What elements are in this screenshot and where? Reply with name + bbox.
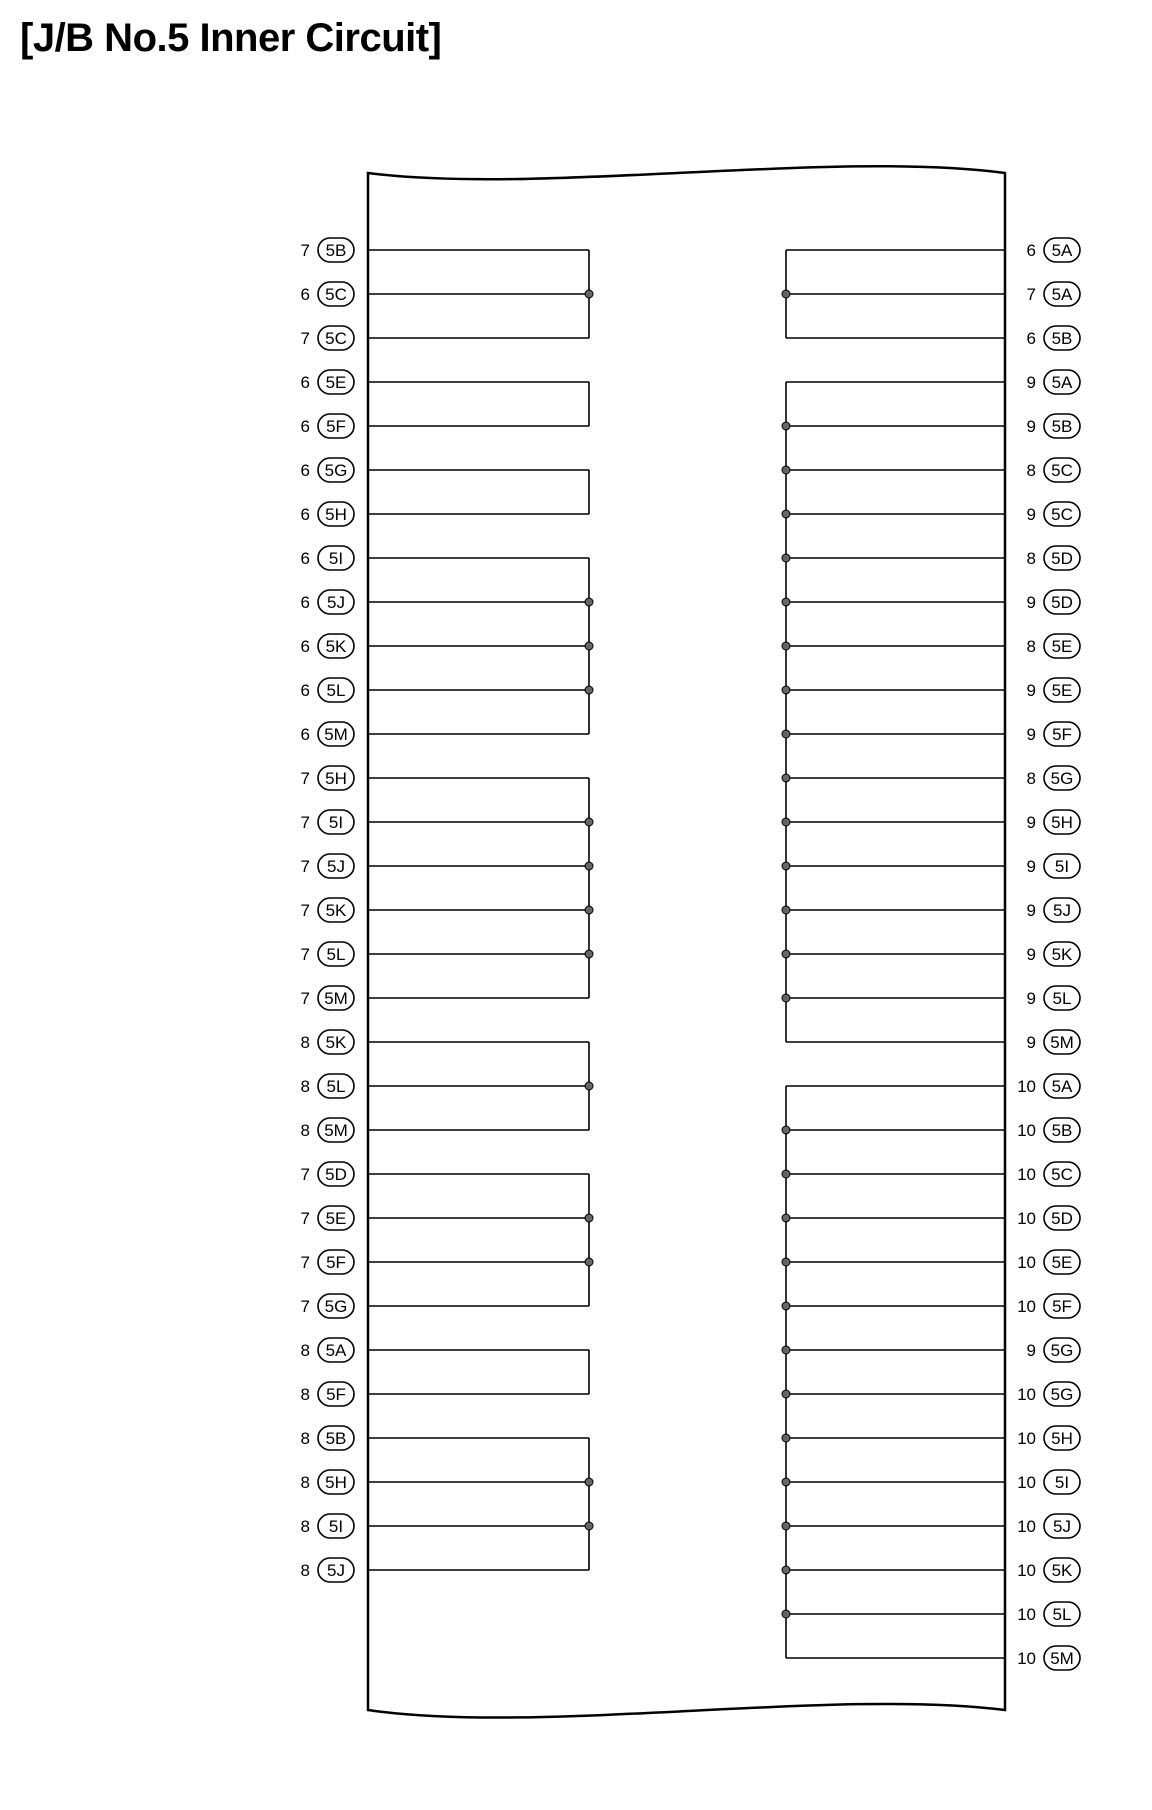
- pin-number: 9: [1026, 989, 1036, 1008]
- junction-dot: [585, 906, 593, 914]
- connector-label: 5L: [1052, 1605, 1072, 1624]
- pin-number: 10: [1017, 1561, 1036, 1580]
- junction-dot: [585, 598, 593, 606]
- left-pin: [301, 546, 354, 570]
- junction-dot: [782, 818, 790, 826]
- connector-label: 5H: [1051, 813, 1073, 832]
- pin-number: 6: [300, 373, 310, 392]
- junction-dot: [782, 466, 790, 474]
- junction-dot: [782, 1258, 790, 1266]
- connector-label: 5L: [1052, 989, 1072, 1008]
- junction-dot: [782, 686, 790, 694]
- pin-number: 8: [300, 1077, 310, 1096]
- junction-dot: [782, 1126, 790, 1134]
- left-pin: [301, 1030, 354, 1054]
- left-circuit-group: [368, 382, 589, 426]
- pin-number: 8: [300, 1429, 310, 1448]
- connector-label: 5D: [325, 1165, 347, 1184]
- right-pin: [1027, 1030, 1080, 1054]
- connector-label: 5I: [328, 549, 344, 568]
- connector-label: 5K: [325, 1033, 347, 1052]
- pin-number: 7: [300, 857, 310, 876]
- left-pin: [301, 1118, 354, 1142]
- pin-number: 9: [1026, 593, 1036, 612]
- pin-number: 7: [300, 1165, 310, 1184]
- left-pin: [301, 458, 354, 482]
- left-pin: [301, 1162, 354, 1186]
- pin-number: 6: [1026, 241, 1036, 260]
- pin-number: 10: [1017, 1429, 1036, 1448]
- right-pin: [1027, 458, 1080, 482]
- pin-number: 7: [300, 329, 310, 348]
- left-pin-column: [301, 238, 593, 1582]
- connector-label: 5I: [328, 813, 344, 832]
- right-pin: [1027, 590, 1080, 614]
- connector-label: 5H: [325, 1473, 347, 1492]
- connector-label: 5E: [1051, 681, 1073, 700]
- pin-number: 10: [1017, 1473, 1036, 1492]
- left-pin: [301, 854, 354, 878]
- right-pin: [1027, 986, 1080, 1010]
- right-pin: [1027, 898, 1080, 922]
- connector-label: 5C: [1051, 461, 1073, 480]
- pin-number: 7: [300, 945, 310, 964]
- pin-number: 6: [300, 417, 310, 436]
- pin-number: 9: [1026, 373, 1036, 392]
- left-pin: [301, 1426, 354, 1450]
- right-pin: [1027, 678, 1080, 702]
- left-pin: [301, 898, 354, 922]
- connector-label: 5K: [1051, 1561, 1073, 1580]
- left-pin: [301, 238, 354, 262]
- right-pin: [1017, 1074, 1080, 1098]
- left-pin: [301, 1514, 354, 1538]
- pin-number: 6: [300, 505, 310, 524]
- pin-number: 10: [1017, 1517, 1036, 1536]
- junction-dot: [782, 510, 790, 518]
- connector-label: 5G: [1050, 769, 1074, 788]
- pin-number: 6: [300, 637, 310, 656]
- pin-number: 8: [300, 1341, 310, 1360]
- pin-number: 6: [300, 725, 310, 744]
- pin-number: 9: [1026, 725, 1036, 744]
- junction-dot: [585, 1478, 593, 1486]
- connector-label: 5D: [1051, 1209, 1073, 1228]
- junction-dot: [585, 950, 593, 958]
- junction-dot: [585, 818, 593, 826]
- pin-number: 8: [1026, 461, 1036, 480]
- pin-number: 8: [300, 1517, 310, 1536]
- connector-label: 5E: [1051, 637, 1073, 656]
- junction-dot: [782, 906, 790, 914]
- junction-block-outline: [368, 166, 1005, 1717]
- junction-dot: [782, 1214, 790, 1222]
- pin-number: 9: [1026, 1033, 1036, 1052]
- pin-number: 10: [1017, 1649, 1036, 1668]
- junction-dot: [782, 774, 790, 782]
- connector-label: 5M: [1050, 1033, 1074, 1052]
- left-pin: [301, 326, 354, 350]
- left-pin: [301, 1338, 354, 1362]
- connector-label: 5C: [325, 285, 347, 304]
- connector-label: 5B: [1051, 329, 1073, 348]
- pin-number: 8: [300, 1473, 310, 1492]
- left-pin: [301, 810, 354, 834]
- left-circuit-group: [368, 1350, 589, 1394]
- connector-label: 5M: [324, 1121, 348, 1140]
- pin-number: 6: [300, 549, 310, 568]
- pin-number: 7: [300, 769, 310, 788]
- connector-label: 5K: [325, 901, 347, 920]
- right-pin: [1027, 854, 1080, 878]
- junction-dot: [782, 1346, 790, 1354]
- junction-dot: [585, 290, 593, 298]
- junction-dot: [782, 422, 790, 430]
- pin-number: 7: [300, 901, 310, 920]
- connector-label: 5M: [324, 989, 348, 1008]
- connector-label: 5C: [1051, 505, 1073, 524]
- junction-dot: [782, 1566, 790, 1574]
- connector-label: 5H: [325, 769, 347, 788]
- connector-label: 5I: [328, 1517, 344, 1536]
- left-circuit-group: [368, 1042, 593, 1130]
- pin-number: 6: [300, 285, 310, 304]
- pin-number: 8: [300, 1385, 310, 1404]
- pin-number: 7: [1026, 285, 1036, 304]
- connector-label: 5A: [1051, 241, 1073, 260]
- right-pin: [1017, 1602, 1080, 1626]
- left-pin: [301, 766, 354, 790]
- pin-number: 8: [300, 1033, 310, 1052]
- connector-label: 5H: [1051, 1429, 1073, 1448]
- pin-number: 7: [300, 813, 310, 832]
- connector-label: 5E: [325, 1209, 347, 1228]
- left-pin: [301, 370, 354, 394]
- pin-number: 9: [1026, 505, 1036, 524]
- pin-number: 10: [1017, 1385, 1036, 1404]
- connector-label: 5M: [1050, 1649, 1074, 1668]
- right-pin: [1017, 1514, 1080, 1538]
- right-pin-column: [782, 238, 1080, 1670]
- connector-label: 5B: [325, 1429, 347, 1448]
- pin-number: 6: [300, 681, 310, 700]
- junction-dot: [585, 642, 593, 650]
- pin-number: 7: [300, 989, 310, 1008]
- connector-label: 5I: [1054, 1473, 1070, 1492]
- right-pin: [1027, 810, 1080, 834]
- junction-dot: [585, 1258, 593, 1266]
- left-pin: [301, 986, 354, 1010]
- connector-label: 5J: [327, 593, 345, 612]
- connector-label: 5M: [324, 725, 348, 744]
- left-circuit-group: [368, 558, 593, 734]
- pin-number: 10: [1017, 1209, 1036, 1228]
- pin-number: 7: [300, 1209, 310, 1228]
- connector-label: 5G: [324, 461, 348, 480]
- junction-dot: [782, 1390, 790, 1398]
- right-pin: [1017, 1118, 1080, 1142]
- junction-dot: [782, 1522, 790, 1530]
- pin-number: 9: [1026, 945, 1036, 964]
- left-pin: [301, 1206, 354, 1230]
- connector-label: 5E: [325, 373, 347, 392]
- left-pin: [301, 414, 354, 438]
- pin-number: 9: [1026, 681, 1036, 700]
- pin-number: 7: [300, 1253, 310, 1272]
- left-circuit-group: [368, 1438, 593, 1570]
- pin-number: 9: [1026, 901, 1036, 920]
- left-circuit-group: [368, 470, 589, 514]
- left-pin: [301, 942, 354, 966]
- right-pin: [1017, 1250, 1080, 1274]
- pin-number: 10: [1017, 1165, 1036, 1184]
- junction-dot: [782, 994, 790, 1002]
- right-pin: [1027, 766, 1080, 790]
- right-pin: [1027, 326, 1080, 350]
- left-pin: [301, 1382, 354, 1406]
- connector-label: 5H: [325, 505, 347, 524]
- left-pin: [301, 1558, 354, 1582]
- pin-number: 10: [1017, 1121, 1036, 1140]
- connector-label: 5F: [326, 417, 346, 436]
- connector-label: 5C: [325, 329, 347, 348]
- connector-label: 5I: [1054, 857, 1070, 876]
- right-pin: [1027, 502, 1080, 526]
- pin-number: 6: [1026, 329, 1036, 348]
- left-pin: [301, 1294, 354, 1318]
- right-pin: [1017, 1382, 1080, 1406]
- connector-label: 5K: [325, 637, 347, 656]
- connector-label: 5J: [327, 857, 345, 876]
- junction-dot: [782, 1302, 790, 1310]
- pin-number: 7: [300, 241, 310, 260]
- connector-label: 5B: [1051, 1121, 1073, 1140]
- connector-label: 5C: [1051, 1165, 1073, 1184]
- pin-number: 10: [1017, 1605, 1036, 1624]
- connector-label: 5L: [326, 945, 346, 964]
- right-pin: [1017, 1646, 1080, 1670]
- connector-label: 5J: [1053, 901, 1071, 920]
- connector-label: 5J: [327, 1561, 345, 1580]
- left-pin: [301, 722, 354, 746]
- left-circuit-group: [368, 1174, 593, 1306]
- junction-dot: [782, 730, 790, 738]
- right-circuit-group: [782, 382, 1005, 1042]
- connector-label: 5D: [1051, 593, 1073, 612]
- pin-number: 9: [1026, 417, 1036, 436]
- pin-number: 9: [1026, 1341, 1036, 1360]
- connector-label: 5F: [1052, 1297, 1072, 1316]
- left-pin: [301, 590, 354, 614]
- junction-dot: [782, 642, 790, 650]
- right-pin: [1027, 414, 1080, 438]
- pin-number: 10: [1017, 1297, 1036, 1316]
- connector-label: 5L: [326, 681, 346, 700]
- junction-dot: [782, 290, 790, 298]
- connector-label: 5E: [1051, 1253, 1073, 1272]
- left-pin: [301, 1074, 354, 1098]
- connector-label: 5F: [326, 1253, 346, 1272]
- page-title: [J/B No.5 Inner Circuit]: [20, 16, 442, 60]
- pin-number: 10: [1017, 1077, 1036, 1096]
- pin-number: 10: [1017, 1253, 1036, 1272]
- junction-dot: [782, 1170, 790, 1178]
- connector-label: 5A: [1051, 1077, 1073, 1096]
- left-pin: [301, 1250, 354, 1274]
- connector-label: 5F: [1052, 725, 1072, 744]
- pin-number: 8: [1026, 637, 1036, 656]
- left-pin: [301, 282, 354, 306]
- connector-label: 5K: [1051, 945, 1073, 964]
- right-pin: [1017, 1294, 1080, 1318]
- right-pin: [1017, 1206, 1080, 1230]
- right-pin: [1027, 942, 1080, 966]
- connector-label: 5J: [1053, 1517, 1071, 1536]
- junction-dot: [782, 1434, 790, 1442]
- junction-dot: [585, 1522, 593, 1530]
- connector-label: 5F: [326, 1385, 346, 1404]
- connector-label: 5G: [1050, 1341, 1074, 1360]
- left-pin: [301, 1470, 354, 1494]
- connector-label: 5G: [1050, 1385, 1074, 1404]
- pin-number: 8: [300, 1121, 310, 1140]
- right-pin: [1017, 1162, 1080, 1186]
- connector-label: 5A: [325, 1341, 347, 1360]
- pin-number: 6: [300, 461, 310, 480]
- junction-dot: [782, 1610, 790, 1618]
- junction-dot: [585, 686, 593, 694]
- pin-number: 7: [300, 1297, 310, 1316]
- pin-number: 8: [300, 1561, 310, 1580]
- left-circuit-group: [368, 250, 593, 338]
- right-pin: [1027, 370, 1080, 394]
- junction-dot: [782, 862, 790, 870]
- right-pin: [1027, 238, 1080, 262]
- right-circuit-group: [782, 1086, 1005, 1658]
- junction-dot: [782, 1478, 790, 1486]
- pin-number: 8: [1026, 769, 1036, 788]
- junction-dot: [782, 950, 790, 958]
- junction-dot: [782, 598, 790, 606]
- pin-number: 9: [1026, 813, 1036, 832]
- connector-label: 5A: [1051, 285, 1073, 304]
- connector-label: 5G: [324, 1297, 348, 1316]
- pin-number: 6: [300, 593, 310, 612]
- right-pin: [1027, 722, 1080, 746]
- right-pin: [1017, 1470, 1080, 1494]
- junction-dot: [782, 554, 790, 562]
- connector-label: 5A: [1051, 373, 1073, 392]
- junction-dot: [585, 862, 593, 870]
- left-circuit-group: [368, 778, 593, 998]
- connector-label: 5D: [1051, 549, 1073, 568]
- right-pin: [1027, 282, 1080, 306]
- right-circuit-group: [782, 250, 1005, 338]
- left-pin: [301, 678, 354, 702]
- right-pin: [1027, 1338, 1080, 1362]
- left-pin: [301, 634, 354, 658]
- right-pin: [1017, 1426, 1080, 1450]
- connector-label: 5B: [1051, 417, 1073, 436]
- right-pin: [1027, 634, 1080, 658]
- junction-dot: [585, 1082, 593, 1090]
- pin-number: 8: [1026, 549, 1036, 568]
- junction-dot: [585, 1214, 593, 1222]
- connector-label: 5L: [326, 1077, 346, 1096]
- right-pin: [1017, 1558, 1080, 1582]
- pin-number: 9: [1026, 857, 1036, 876]
- left-pin: [301, 502, 354, 526]
- connector-label: 5B: [325, 241, 347, 260]
- right-pin: [1027, 546, 1080, 570]
